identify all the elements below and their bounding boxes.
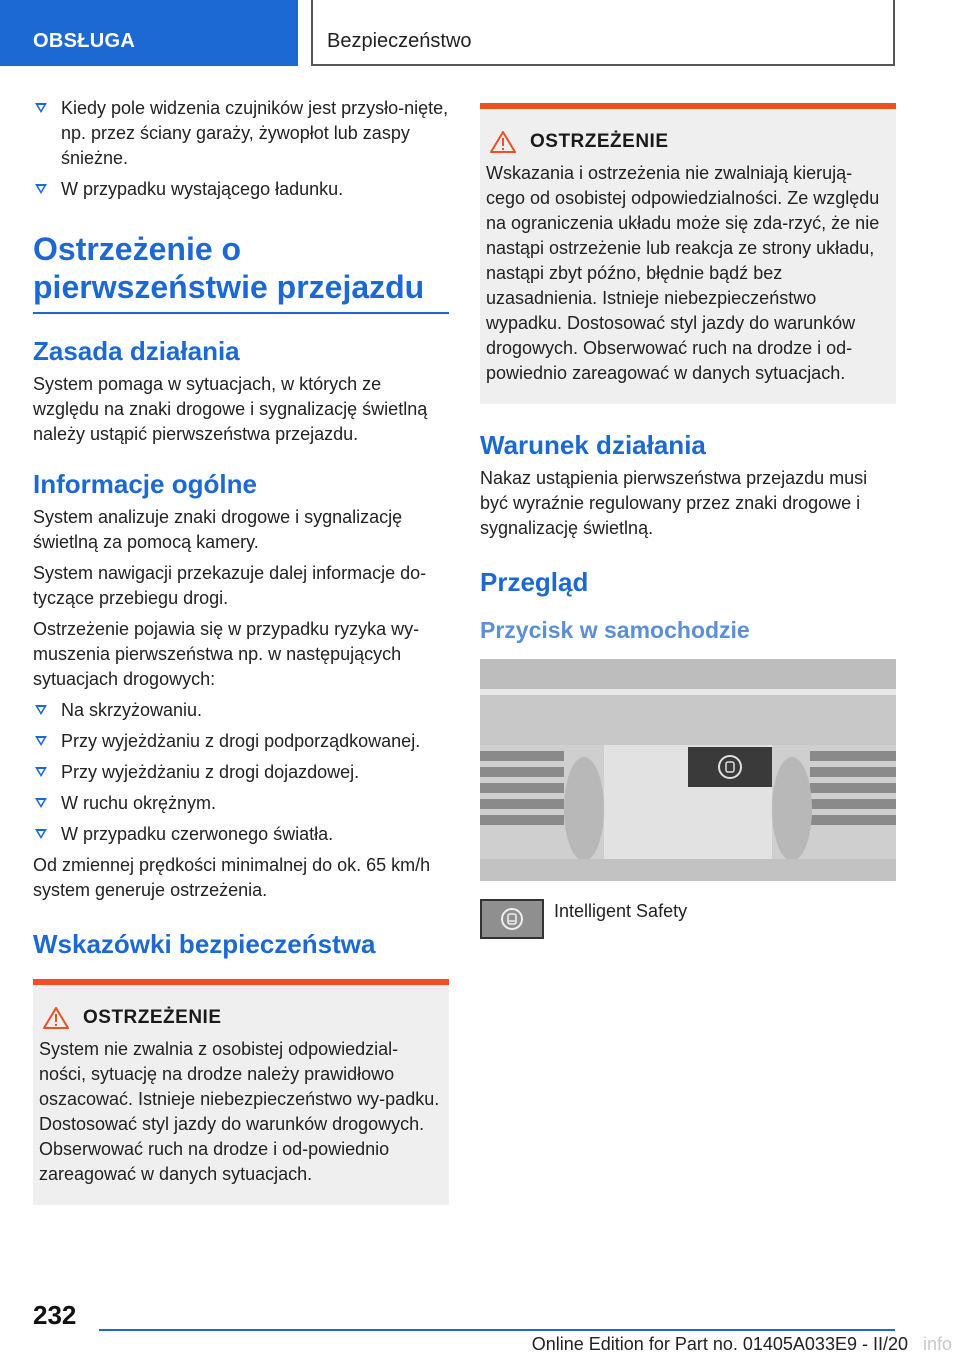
button-caption: Intelligent Safety — [554, 901, 688, 921]
warning-triangle-icon — [490, 131, 516, 153]
triangle-bullet-icon — [35, 767, 47, 777]
condition-heading: Warunek działania — [480, 430, 706, 460]
principle-text: System pomaga w sytuacjach, w których ze względu na znaki drogowe i sygnalizację świetlną należy ustąpić pierwszeństwa przejazdu. — [33, 374, 428, 444]
general-paragraph-2: System nawigacji przekazuje dalej informacje do-tyczące przebiegu drogi. — [33, 563, 427, 608]
warning-text: Wskazania i ostrzeżenia nie zwalniają kierują-cego od osobistej odpowiedzialności. Ze względu na ograniczenia układu może się zda-rzyć, że nie nastąpi ostrzeżenie lub reakcja ze strony układu, nastąpi zbyt późno, błędnie bądź bez uzasadnienia. Istnieje niebezpieczeństwo wypadku. Dostosować styl jazdy do warunków drogowych. Obserwować ruch na drodze i od-powiednio zareagować w danych sytuacjach. — [486, 163, 880, 383]
list-item: W przypadku czerwonego światła. — [33, 822, 449, 847]
button-caption-row — [480, 899, 896, 939]
warning-triangle-icon — [43, 1007, 69, 1029]
warning-box — [33, 979, 449, 1205]
warning-title: OSTRZEŻENIE — [530, 131, 669, 152]
footer-divider — [99, 1329, 895, 1331]
triangle-bullet-icon — [35, 705, 47, 715]
overview-subheading: Przycisk w samochodzie — [480, 617, 750, 643]
intelligent-safety-button-icon — [480, 899, 544, 939]
triangle-bullet-icon — [35, 829, 47, 839]
left-column — [33, 96, 449, 1205]
triangle-bullet-icon — [35, 736, 47, 746]
general-paragraph-3: Ostrzeżenie pojawia się w przypadku ryzyka wy-muszenia pierwszeństwa np. w następujących sytuacjach drogowych: — [33, 619, 420, 689]
list-item: Na skrzyżowaniu. — [33, 698, 449, 723]
section-label: OBSŁUGA — [33, 30, 136, 52]
main-title: Ostrzeżenie o pierwszeństwie przejazdu — [33, 230, 449, 314]
warning-box — [480, 103, 896, 404]
situation-bullet-list — [33, 698, 449, 847]
principle-heading: Zasada działania — [33, 336, 240, 366]
right-column — [480, 103, 896, 939]
list-item: W przypadku wystającego ładunku. — [33, 177, 449, 202]
triangle-bullet-icon — [35, 184, 47, 194]
warning-text: System nie zwalnia z osobistej odpowiedzial-ności, sytuację na drodze należy prawidłowo oszacować. Istnieje niebezpieczeństwo wy-padku. Dostosować styl jazdy do warunków drogowych. Obserwować ruch na drodze i od-powiednio zareagować w danych sytuacjach. — [39, 1039, 440, 1184]
car-dashboard-photo — [480, 659, 896, 881]
dashboard-illustration — [480, 659, 896, 881]
list-item: W ruchu okrężnym. — [33, 791, 449, 816]
general-heading: Informacje ogólne — [33, 469, 257, 499]
warning-title-row — [486, 131, 890, 153]
general-paragraph-4: Od zmiennej prędkości minimalnej do ok. 65 km/h system generuje ostrzeżenia. — [33, 855, 431, 900]
overview-heading: Przegląd — [480, 567, 589, 597]
section-tab — [0, 0, 298, 66]
intro-bullet-list — [33, 96, 449, 202]
safety-heading: Wskazówki bezpieczeństwa — [33, 929, 376, 959]
triangle-bullet-icon — [35, 798, 47, 808]
general-paragraph-1: System analizuje znaki drogowe i sygnalizację świetlną za pomocą kamery. — [33, 507, 403, 552]
list-item: Przy wyjeżdżaniu z drogi podporządkowanej. — [33, 729, 449, 754]
edition-text: Online Edition for Part no. 01405A033E9 - II/20 — [531, 1334, 908, 1354]
warning-title-row — [39, 1007, 443, 1029]
safety-shield-icon — [499, 906, 525, 932]
warning-title: OSTRZEŻENIE — [83, 1007, 222, 1028]
triangle-bullet-icon — [35, 103, 47, 113]
watermark: info — [922, 1334, 952, 1354]
chapter-header — [311, 0, 895, 66]
chapter-label: Bezpieczeństwo — [327, 30, 472, 52]
list-item: Przy wyjeżdżaniu z drogi dojazdowej. — [33, 760, 449, 785]
list-item: Kiedy pole widzenia czujników jest przysło-nięte, np. przez ściany garaży, żywopłot lub zaspy śnieżne. — [33, 96, 449, 171]
page-number: 232 — [33, 1300, 77, 1330]
condition-text: Nakaz ustąpienia pierwszeństwa przejazdu musi być wyraźnie regulowany przez znaki drogowe i sygnalizację świetlną. — [480, 468, 868, 538]
